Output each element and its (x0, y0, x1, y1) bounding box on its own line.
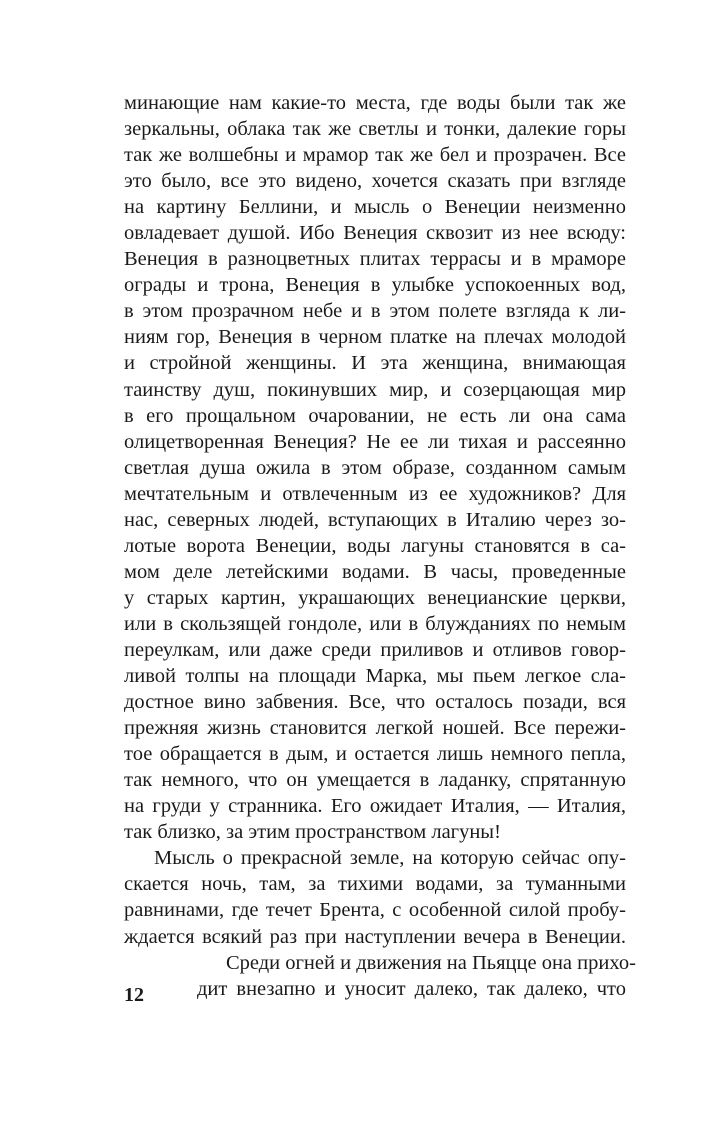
text-line: олицетворенная Венеция? Не ее ли тихая и рассеянно (124, 430, 626, 453)
text-line: таинству душ, покинувших мир, и созерцающая мир (124, 378, 626, 401)
text-line: овладевает душой. Ибо Венеция сквозит из нее всюду: (124, 222, 626, 245)
text-line: так близко, за этим пространством лагуны! (124, 821, 501, 844)
text-line: у старых картин, украшающих венецианские церкви, (124, 586, 626, 609)
text-line: так же волшебны и мрамор так же бел и прозрачен. Все (124, 144, 626, 167)
text-line: ждается всякий раз при наступлении вечера в Венеции. (124, 925, 626, 948)
text-line: переулкам, или даже среди приливов и отливов говор- (124, 638, 626, 661)
body-text (124, 90, 636, 1002)
text-line: это было, все это видено, хочется сказать при взгляде (124, 170, 626, 193)
text-line: в его прощальном очаровании, не есть ли она сама (124, 404, 626, 427)
text-line: и стройной женщины. И эта женщина, внимающая (124, 352, 626, 375)
text-line: тое обращается в дым, и остается лишь немного пепла, (124, 743, 626, 766)
page-number: 12 (124, 984, 144, 1006)
text-line: прежняя жизнь становится легкой ношей. Все пережи- (124, 717, 626, 740)
text-line: нас, северных людей, вступающих в Италию через зо- (124, 508, 626, 531)
text-line: Среди огней и движения на Пьяцце она прихо- (226, 951, 636, 974)
text-line: или в скользящей гондоле, или в блужданиях по немым (124, 612, 626, 635)
text-line: достное вино забвения. Все, что осталось позади, вся (124, 691, 626, 714)
text-line: равнинами, где течет Брента, с особенной силой пробу- (124, 899, 626, 922)
text-line: дит внезапно и уносит далеко, так далеко, что (197, 977, 626, 1000)
text-line: мечтательным и отвлеченным из ее художников? Для (124, 482, 626, 505)
text-line: Мысль о прекрасной земле, на которую сейчас опу- (154, 847, 626, 870)
text-line: ограды и трона, Венеция в улыбке успокоенных вод, (124, 274, 626, 297)
text-line: минающие нам какие-то места, где воды были так же (124, 92, 626, 114)
text-line: на груди у странника. Его ожидает Италия, — Италия, (124, 795, 626, 818)
text-line: ниям гор, Венеция в черном платке на плечах молодой (124, 326, 626, 349)
text-line: лотые ворота Венеции, воды лагуны становятся в са- (124, 534, 626, 557)
text-line: зеркальны, облака так же светлы и тонки, далекие горы (124, 118, 626, 141)
text-line: на картину Беллини, и мысль о Венеции неизменно (124, 196, 626, 219)
text-line: Венеция в разноцветных плитах террасы и в мраморе (124, 248, 626, 271)
text-line: в этом прозрачном небе и в этом полете взгляда к ли- (124, 300, 626, 323)
text-line: скается ночь, там, за тихими водами, за туманными (124, 873, 626, 896)
text-line: так немного, что он умещается в ладанку, спрятанную (124, 769, 626, 792)
text-line: ливой толпы на площади Марка, мы пьем легкое сла- (124, 665, 626, 688)
text-line: светлая душа ожила в этом образе, созданном самым (124, 456, 626, 479)
text-line: мом деле летейскими водами. В часы, проведенные (124, 560, 626, 583)
